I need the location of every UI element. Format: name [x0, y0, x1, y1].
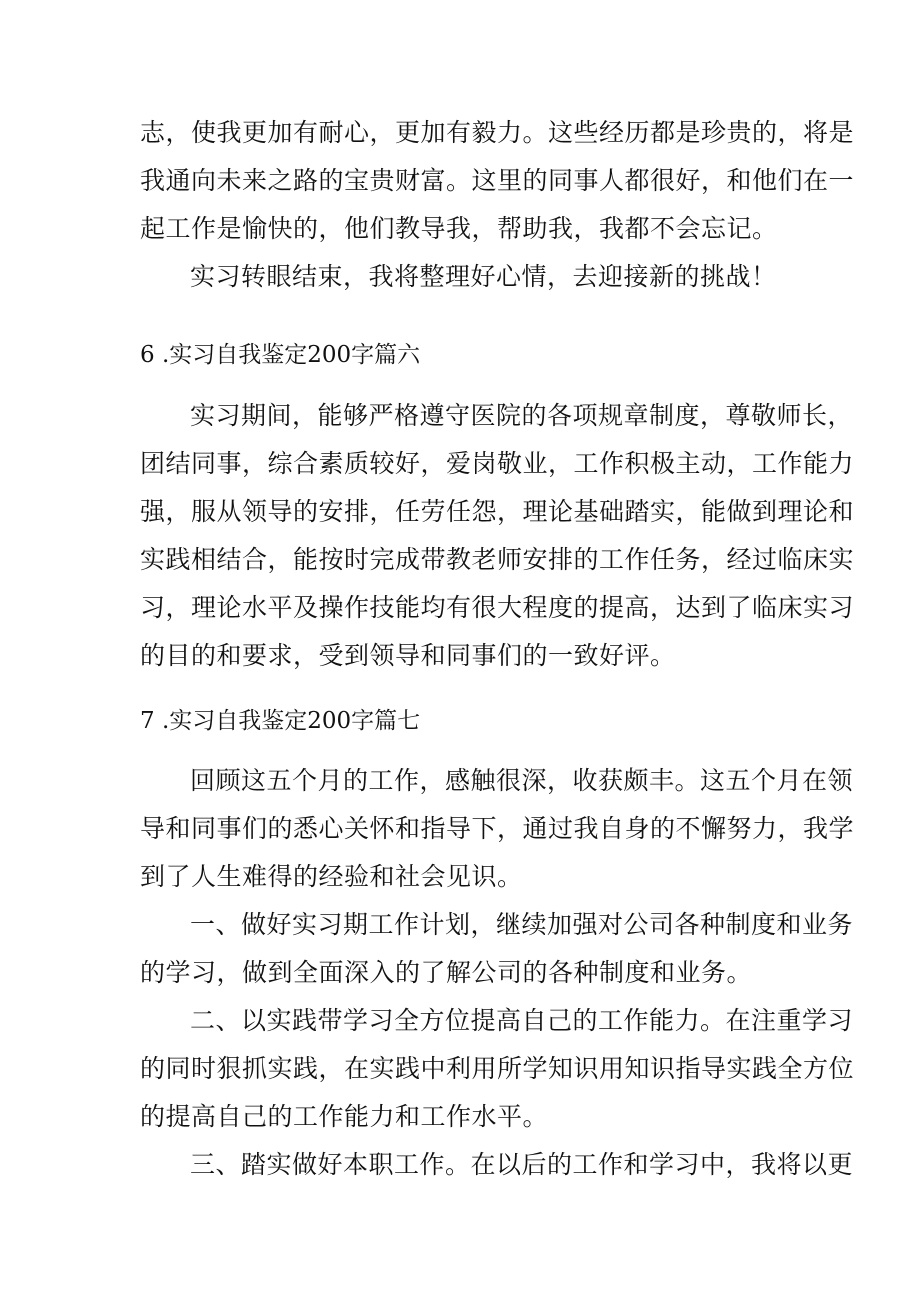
paragraph-line: 导和同事们的悉心关怀和指导下，通过我自身的不懈努力，我学	[140, 814, 855, 843]
paragraph-line: 的学习，做到全面深入的了解公司的各种制度和业务。	[140, 958, 753, 987]
paragraph-line: 的同时狠抓实践，在实践中利用所学知识用知识指导实践全方位	[140, 1054, 855, 1083]
paragraph-line: 习，理论水平及操作技能均有很大程度的提高，达到了临床实习	[140, 593, 855, 622]
paragraph-line: 强，服从领导的安排，任劳任怨，理论基础踏实，能做到理论和	[140, 497, 855, 526]
paragraph-line: 三、踏实做好本职工作。在以后的工作和学习中，我将以更	[190, 1150, 854, 1179]
paragraph-line: 回顾这五个月的工作，感触很深，收获颇丰。这五个月在领	[190, 766, 854, 795]
closing-line: 实习转眼结束，我将整理好心情，去迎接新的挑战！	[190, 262, 777, 291]
paragraph-line: 团结同事，综合素质较好，爱岗敬业，工作积极主动，工作能力	[140, 449, 855, 478]
paragraph-line: 的目的和要求，受到领导和同事们的一致好评。	[140, 641, 676, 670]
paragraph-line: 到了人生难得的经验和社会见识。	[140, 862, 523, 891]
paragraph-line: 志，使我更加有耐心，更加有毅力。这些经历都是珍贵的，将是	[140, 118, 855, 147]
paragraph-line: 我通向未来之路的宝贵财富。这里的同事人都很好，和他们在一	[140, 166, 855, 195]
paragraph-line: 一、做好实习期工作计划，继续加强对公司各种制度和业务	[190, 910, 854, 939]
section-heading-6: 6 .实习自我鉴定200字篇六	[140, 342, 421, 368]
section-heading-7: 7 .实习自我鉴定200字篇七	[140, 708, 421, 734]
paragraph-line: 实习期间，能够严格遵守医院的各项规章制度，尊敬师长，	[190, 401, 854, 430]
paragraph-line: 起工作是愉快的，他们教导我，帮助我，我都不会忘记。	[140, 214, 778, 243]
paragraph-line: 的提高自己的工作能力和工作水平。	[140, 1102, 549, 1131]
paragraph-line: 实践相结合，能按时完成带教老师安排的工作任务，经过临床实	[140, 545, 855, 574]
paragraph-line: 二、以实践带学习全方位提高自己的工作能力。在注重学习	[190, 1006, 854, 1035]
